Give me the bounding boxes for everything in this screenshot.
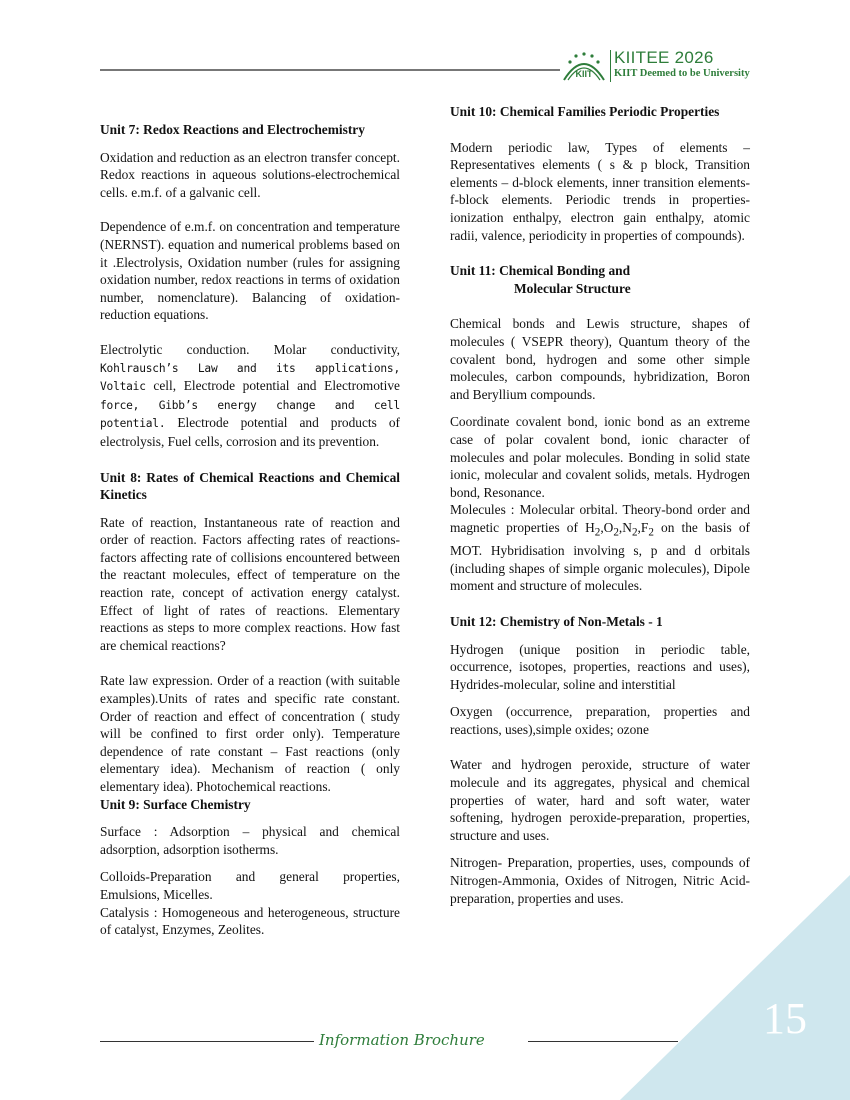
kiit-emblem-text: KIIT bbox=[575, 69, 593, 79]
logo-divider bbox=[610, 50, 611, 82]
unit10-heading: Unit 10: Chemical Families Periodic Properties bbox=[450, 104, 720, 119]
unit7-p3-part-c: cell, Electrode potential and Electromotive bbox=[145, 378, 400, 394]
left-column bbox=[100, 121, 400, 939]
unit9-paragraph-1: Surface : Adsorption – physical and chemical adsorption, adsorption isotherms. bbox=[100, 824, 400, 857]
unit7-p3-part-b: Kohlrausch’s Law and its applications, Voltaic bbox=[100, 361, 400, 394]
unit11-p3-part-b: on the basis of MOT. Hybridisation involving s, p and d orbitals (including shapes of simple organic molecules), Dipole moment and structure of molecules. bbox=[450, 519, 750, 594]
unit7-paragraph-2: Dependence of e.m.f. on concentration and temperature (NERNST). equation and numerical problems based on it .Electrolysis, Oxidation number (rules for assigning oxidation number, redox reactions in terms of oxidation number, nomenclature). Balancing of oxidation-reduction equations. bbox=[100, 219, 400, 323]
unit7-p3-part-e: Electrode potential and products of electrolysis, Fuel cells, corrosion and its prevention. bbox=[100, 415, 400, 449]
footer-rule-left bbox=[100, 1041, 314, 1042]
unit11-heading bbox=[450, 262, 750, 297]
footer-title: Information Brochure bbox=[319, 1031, 485, 1049]
unit11-heading-line-1: Unit 11: Chemical Bonding and bbox=[450, 263, 631, 279]
logo-subtitle: KIIT Deemed to be University bbox=[614, 68, 750, 79]
header-rule bbox=[100, 69, 560, 71]
kiitee-logo bbox=[562, 48, 762, 88]
unit8-paragraph-2: Rate law expression. Order of a reaction (with suitable examples).Units of rates and specific rate constant. Order of reaction and effect of concentration ( study will be confined to first order only). Temperature dependence of rate constant – Fast reactions (only elementary idea). Mechanism of reaction ( only elementary idea). Photochemical reactions. bbox=[100, 673, 400, 794]
unit9-paragraph-3: Catalysis : Homogeneous and heterogeneous, structure of catalyst, Enzymes, Zeolites. bbox=[100, 904, 400, 938]
page-number: 15 bbox=[763, 994, 807, 1043]
unit7-paragraph-1: Oxidation and reduction as an electron transfer concept. Redox reactions in aqueous solutions-electrochemical cells. e.m.f. of a galvanic cell. bbox=[100, 149, 400, 200]
formula-o2: $O_2$ bbox=[603, 519, 619, 539]
unit11-paragraph-1: Chemical bonds and Lewis structure, shapes of molecules ( VSEPR theory), Quantum theory of the covalent bond, hydrogen and some other simple molecules, carbon compounds, hybridization, Boron and Beryllium compounds. bbox=[450, 316, 750, 402]
formula-h2: $H_2$ bbox=[585, 519, 601, 539]
unit7-paragraph-3 bbox=[100, 341, 400, 451]
unit12-paragraph-4: Nitrogen- Preparation, properties, uses, compounds of Nitrogen-Ammonia, Oxides of Nitrogen, Nitric Acid-preparation, properties and uses. bbox=[450, 855, 750, 906]
unit11-p3-part-a: Molecules : Molecular orbital. Theory-bond order and magnetic properties of bbox=[450, 502, 750, 535]
unit8-paragraph-1: Rate of reaction, Instantaneous rate of reaction and order of reaction. Factors affecting rates of reactions- factors affecting rate of collisions encountered between the reactant molecules, effect of temperature on the reaction rate, concept of activation energy catalyst. Effect of light of rates of reactions. Elementary reactions as steps to more complex reactions. How fast are chemical reactions? bbox=[100, 514, 400, 653]
unit10-paragraph-1: Modern periodic law, Types of elements – Representatives elements ( s & p block, Transition elements – d-block elements, inner transition elements-f-block elements. Periodic trends in properties-ionization enthalpy, electron gain enthalpy, atomic radii, valence, periodicity in properties of compounds). bbox=[450, 139, 750, 243]
corner-triangle bbox=[620, 875, 850, 1100]
unit11-paragraph-2: Coordinate covalent bond, ionic bond as an extreme case of polar covalent bond, ionic character of molecules and polar molecules. Bonding in solid state ionic, molecular and covalent solids, metals. Hydrogen bond, Resonance. bbox=[450, 414, 750, 500]
unit7-p3-part-d: force, Gibb’s energy change and cell potential. bbox=[100, 398, 400, 431]
right-column bbox=[450, 103, 750, 907]
unit12-paragraph-1: Hydrogen (unique position in periodic table, occurrence, isotopes, properties, reactions and uses), Hydrides-molecular, soline and interstitial bbox=[450, 641, 750, 692]
unit7-heading: Unit 7: Redox Reactions and Electrochemistry bbox=[100, 122, 365, 137]
unit7-p3-part-a: Electrolytic conduction. Molar conductivity, bbox=[100, 341, 400, 357]
unit11-heading-line-2: Molecular Structure bbox=[514, 280, 631, 296]
formula-n2: $N_2$ bbox=[622, 519, 638, 539]
unit12-paragraph-2: Oxygen (occurrence, preparation, properties and reactions, uses),simple oxides; ozone bbox=[450, 704, 750, 737]
unit9-heading: Unit 9: Surface Chemistry bbox=[100, 796, 251, 812]
kiit-emblem-icon bbox=[562, 50, 606, 84]
unit9-paragraph-2: Colloids-Preparation and general properties, Emulsions, Micelles. bbox=[100, 869, 400, 902]
unit11-paragraph-3: Molecules : Molecular orbital. Theory-bond order and magnetic properties of $H_2,O_2,N_2,F_2$ on the basis of MOT. Hybridisation involving s, p and d orbitals (including shapes of simple organic molecules), Dipole moment and structure of molecules. bbox=[450, 502, 750, 594]
footer-rule-right bbox=[528, 1041, 678, 1042]
formula-f2: $F_2$ bbox=[640, 519, 654, 539]
logo-title: KIITEE 2026 bbox=[614, 48, 714, 67]
unit12-heading: Unit 12: Chemistry of Non-Metals - 1 bbox=[450, 613, 663, 629]
unit8-heading: Unit 8: Rates of Chemical Reactions and Chemical Kinetics bbox=[100, 469, 400, 503]
unit12-paragraph-3: Water and hydrogen peroxide, structure of water molecule and its aggregates, physical and chemical properties of water, hard and soft water, water softening, hydrogen peroxide-preparation, properties, structure and uses. bbox=[450, 757, 750, 843]
